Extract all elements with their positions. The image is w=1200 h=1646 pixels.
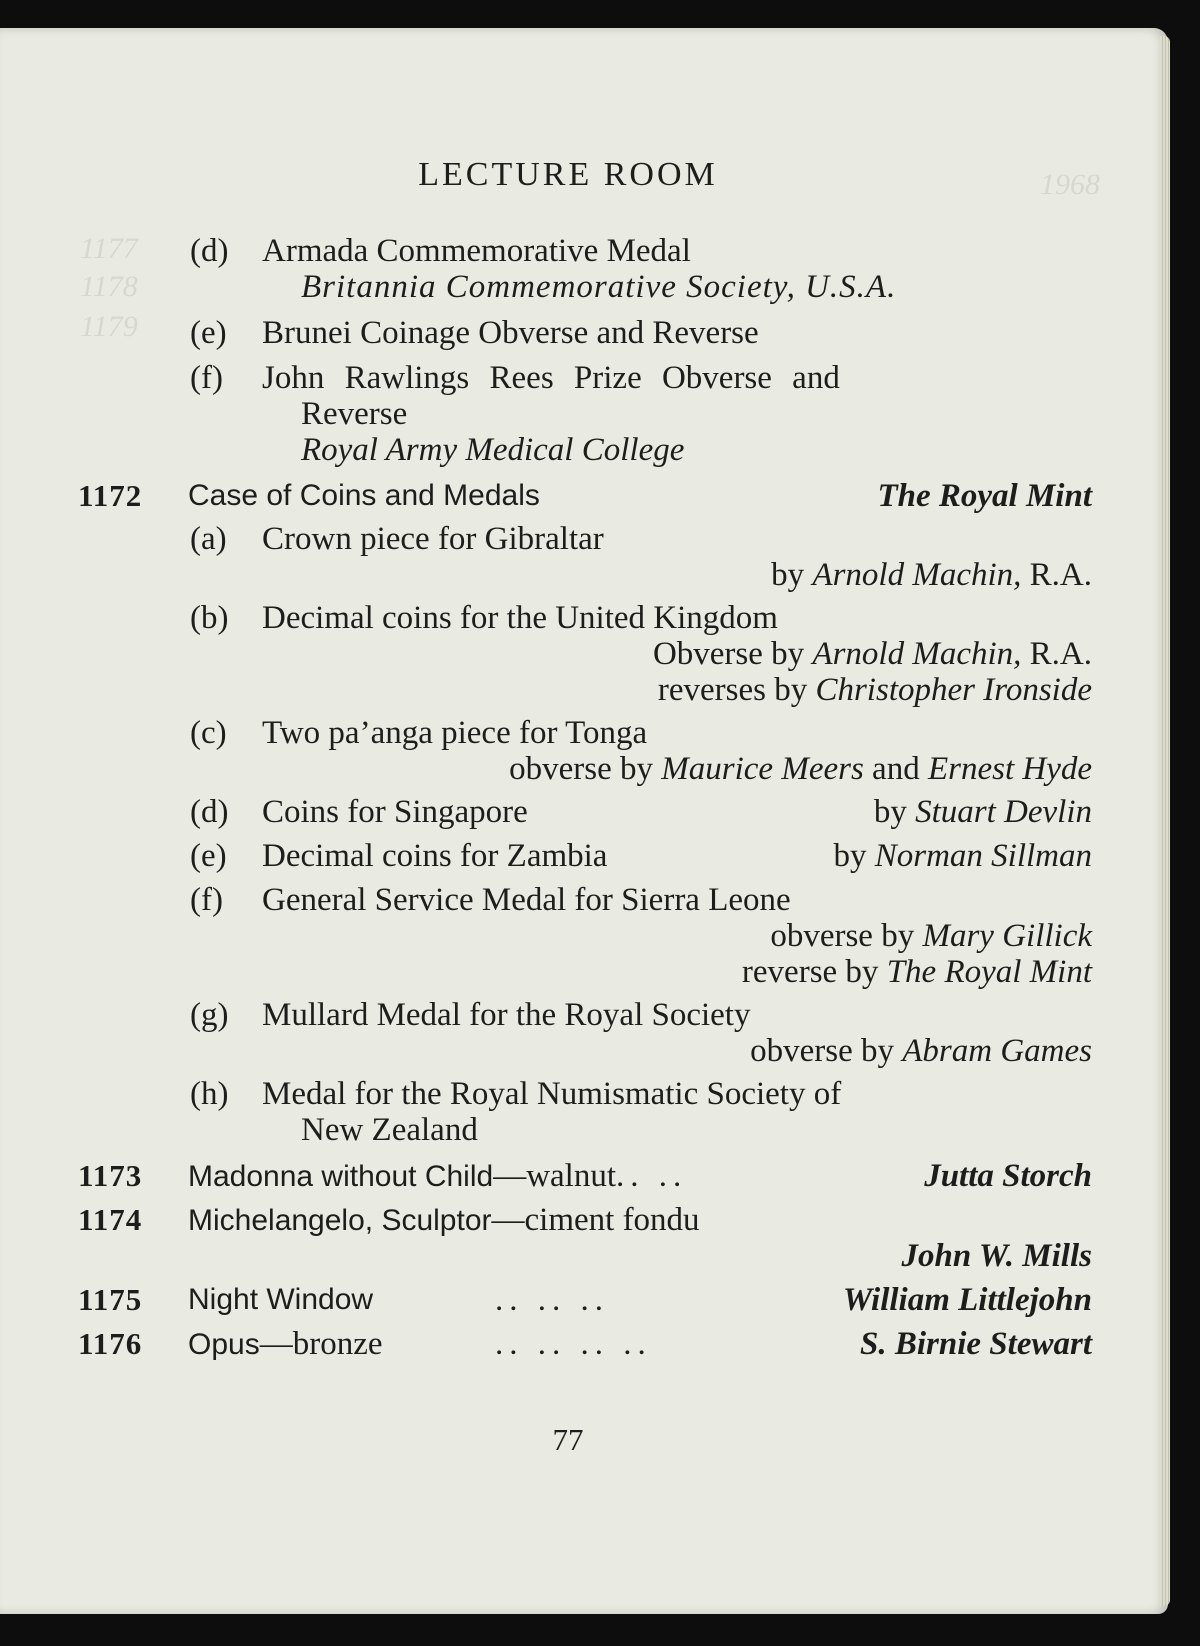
item-label: (f) xyxy=(190,882,223,918)
catalogue-number: 1172 xyxy=(78,478,143,513)
catalogue-number: 1176 xyxy=(78,1326,143,1361)
item-credit: by Stuart Devlin xyxy=(873,794,1092,830)
item-credit: by Arnold Machin, R.A. xyxy=(771,557,1092,593)
entry-artist: William Littlejohn xyxy=(842,1282,1092,1318)
item-label: (d) xyxy=(190,233,229,269)
item-label: (e) xyxy=(190,315,227,351)
item-label: (c) xyxy=(190,715,227,751)
item-text: John Rawlings Rees Prize Obverse and xyxy=(262,360,840,396)
item-label: (e) xyxy=(190,838,227,874)
item-credit: Royal Army Medical College xyxy=(301,432,685,468)
page-header: LECTURE ROOM xyxy=(418,156,718,193)
item-label: (g) xyxy=(190,997,229,1033)
entry-title-line: Michelangelo, Sculptor—ciment fondu xyxy=(188,1202,700,1238)
item-text-continued: New Zealand xyxy=(301,1112,478,1148)
dot-leader: .. .. .. .. xyxy=(495,1326,652,1362)
item-credit: Obverse by Arnold Machin, R.A. xyxy=(652,636,1092,672)
item-credit: by Norman Sillman xyxy=(833,838,1092,874)
catalogue-number: 1173 xyxy=(78,1158,143,1193)
show-through-text: 1178 xyxy=(80,270,138,303)
item-label: (a) xyxy=(190,521,227,557)
item-label: (f) xyxy=(190,360,223,396)
item-text: Decimal coins for Zambia xyxy=(262,838,608,874)
item-text: Crown piece for Gibraltar xyxy=(262,521,604,557)
item-text: Decimal coins for the United Kingdom xyxy=(262,600,778,636)
item-text: General Service Medal for Sierra Leone xyxy=(262,882,791,918)
item-text: Mullard Medal for the Royal Society xyxy=(262,997,751,1033)
show-through-text: 1179 xyxy=(80,310,138,343)
item-text: Brunei Coinage Obverse and Reverse xyxy=(262,315,759,351)
item-credit: obverse by Mary Gillick xyxy=(770,918,1092,954)
item-text: Coins for Singapore xyxy=(262,794,528,830)
show-through-text: 1968 xyxy=(1040,168,1100,201)
page-edge xyxy=(1160,36,1170,1606)
dot-leader: .. .. .. xyxy=(495,1282,609,1318)
entry-title-line: Madonna without Child—walnut.. .. xyxy=(188,1158,688,1194)
entry-artist: The Royal Mint xyxy=(877,478,1092,514)
entry-title-line: Opus—bronze xyxy=(188,1326,383,1362)
item-text: Medal for the Royal Numismatic Society of xyxy=(262,1076,842,1112)
entry-artist: Jutta Storch xyxy=(924,1158,1092,1194)
item-credit: Britannia Commemorative Society, U.S.A. xyxy=(301,269,897,305)
item-credit: obverse by Abram Games xyxy=(750,1033,1092,1069)
show-through-text: 1177 xyxy=(80,232,138,265)
page-number: 77 xyxy=(552,1422,584,1457)
item-text: Armada Commemorative Medal xyxy=(262,233,691,269)
item-text: Two pa’anga piece for Tonga xyxy=(262,715,648,751)
entry-title: Night Window xyxy=(188,1283,374,1316)
item-credit: obverse by Maurice Meers and Ernest Hyde xyxy=(509,751,1092,787)
item-label: (b) xyxy=(190,600,229,636)
item-text-continued: Reverse xyxy=(301,396,408,432)
entry-artist: S. Birnie Stewart xyxy=(860,1326,1092,1362)
catalogue-number: 1174 xyxy=(78,1202,143,1237)
item-credit: reverse by The Royal Mint xyxy=(741,954,1092,990)
item-label: (h) xyxy=(190,1076,229,1112)
entry-title: Case of Coins and Medals xyxy=(188,479,540,512)
item-label: (d) xyxy=(190,794,229,830)
item-credit: reverses by Christopher Ironside xyxy=(657,672,1092,708)
entry-artist: John W. Mills xyxy=(901,1238,1092,1274)
catalogue-number: 1175 xyxy=(78,1282,143,1317)
